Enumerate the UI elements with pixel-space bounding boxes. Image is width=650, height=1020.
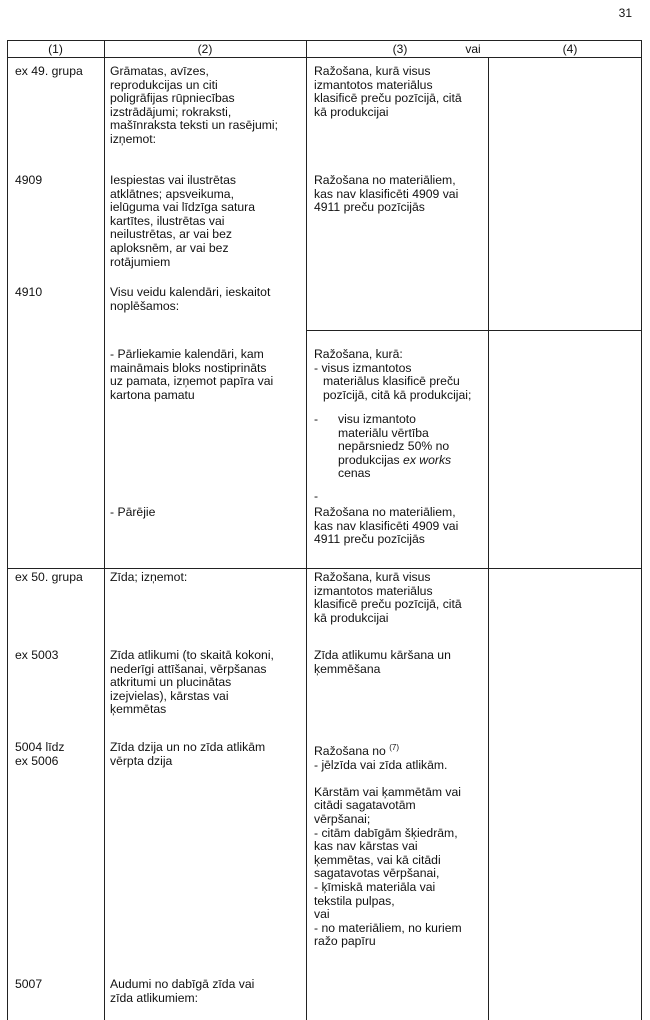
header-bottom-border	[7, 57, 641, 58]
ex-works-text: ex works	[403, 452, 452, 467]
row-rule: Ražošana, kurā: - visus izmantotos materiālus klasificē preču pozīcijā, citā kā produkcijai;	[314, 347, 472, 402]
row-description: Zīda; izņemot:	[110, 570, 188, 584]
row-description: Zīda dzija un no zīda atlikām vērpta dzija	[110, 740, 266, 768]
row-description: - Pārliekamie kalendāri, kam maināmais bloks nostiprināts uz pamata, izņemot papīra vai kartona pamatu	[110, 347, 274, 402]
col-border-1-2	[104, 40, 105, 1020]
rule-dash: -	[314, 489, 319, 503]
row-rule: Ražošana no materiāliem, kas nav klasificēti 4909 vai 4911 preču pozīcijās	[314, 505, 459, 547]
col-border-3-4	[488, 57, 489, 1020]
row-code: 4909	[15, 173, 43, 187]
header-col3: (3)	[392, 42, 408, 56]
row-code: 4910	[15, 285, 43, 299]
row-description: Grāmatas, avīzes, reprodukcijas un citi poligrāfijas rūpniecības izstrādājumi; rokraksti, mašīnraksta teksti un rasējumi; izņemot:	[110, 64, 278, 146]
row-code: ex 50. grupa	[15, 570, 83, 584]
row-code: 5007	[15, 977, 43, 991]
row-description: Iespiestas vai ilustrētas atklātnes; apsveikuma, ielūguma vai līdzīga satura kartītes, ilustrētas vai neilustrētas, ar vai bez aploksnēm, ar vai bez rotājumiem	[110, 173, 255, 269]
row-code: ex 49. grupa	[15, 64, 83, 78]
row-rule: Ražošana, kurā visus izmantotos materiālus klasificē preču pozīcijā, citā kā produkcijai	[314, 570, 462, 625]
row-description: Audumi no dabīgā zīda vai zīda atlikumiem:	[110, 977, 255, 1005]
row-code: ex 5003	[15, 648, 59, 662]
header-col2: (2)	[197, 42, 213, 56]
footnote-ref: (7)	[389, 743, 399, 752]
header-col1: (1)	[48, 42, 63, 56]
row-rule: Ražošana, kurā visus izmantotos materiālus klasificē preču pozīcijā, citā kā produkcijai	[314, 64, 462, 119]
col-border-left	[7, 40, 8, 1020]
header-vai: vai	[465, 42, 481, 56]
row-rule: Ražošana no $^{(7)}$ - jēlzīda vai zīda atlikām. Kārstām vai ķammētām vai citādi sagatavotām vērpšanai; - citām dabīgām šķiedrām, kas nav kārstas vai ķemmētas, vai kā citādi sagatavotas vērpšanai, - ķīmiskā materiāla vai tekstila pulpas, vai - no materiāliem, no kuriem ražo papīru	[314, 743, 462, 949]
col-border-2-3	[306, 40, 307, 1020]
row-rule: Zīda atlikumu kāršana un ķemmēšana	[314, 648, 451, 676]
row-description: - Pārējie	[110, 505, 156, 519]
table-top-border	[7, 40, 641, 41]
rule-dash: -	[314, 412, 319, 426]
row-description: Zīda atlikumi (to skaitā kokoni, nederīgi attīšanai, vērpšanas atkritumi un plucinātas izejvielas), kārstas vai ķemmētas	[110, 648, 274, 717]
row-rule: Ražošana no materiāliem, kas nav klasificēti 4909 vai 4911 preču pozīcijās	[314, 173, 459, 215]
cell-divider	[306, 330, 641, 331]
header-col4: (4)	[562, 42, 578, 56]
row-divider	[7, 568, 641, 569]
col-border-right	[641, 40, 642, 1020]
row-rule-sub: visu izmantoto materiālu vērtība nepārsniedz 50% no produkcijas ex works cenas	[338, 412, 452, 481]
row-code: 5004 līdz ex 5006	[15, 740, 65, 768]
row-description: Visu veidu kalendāri, ieskaitot noplēšamos:	[110, 285, 271, 313]
page-number: 31	[618, 6, 632, 20]
